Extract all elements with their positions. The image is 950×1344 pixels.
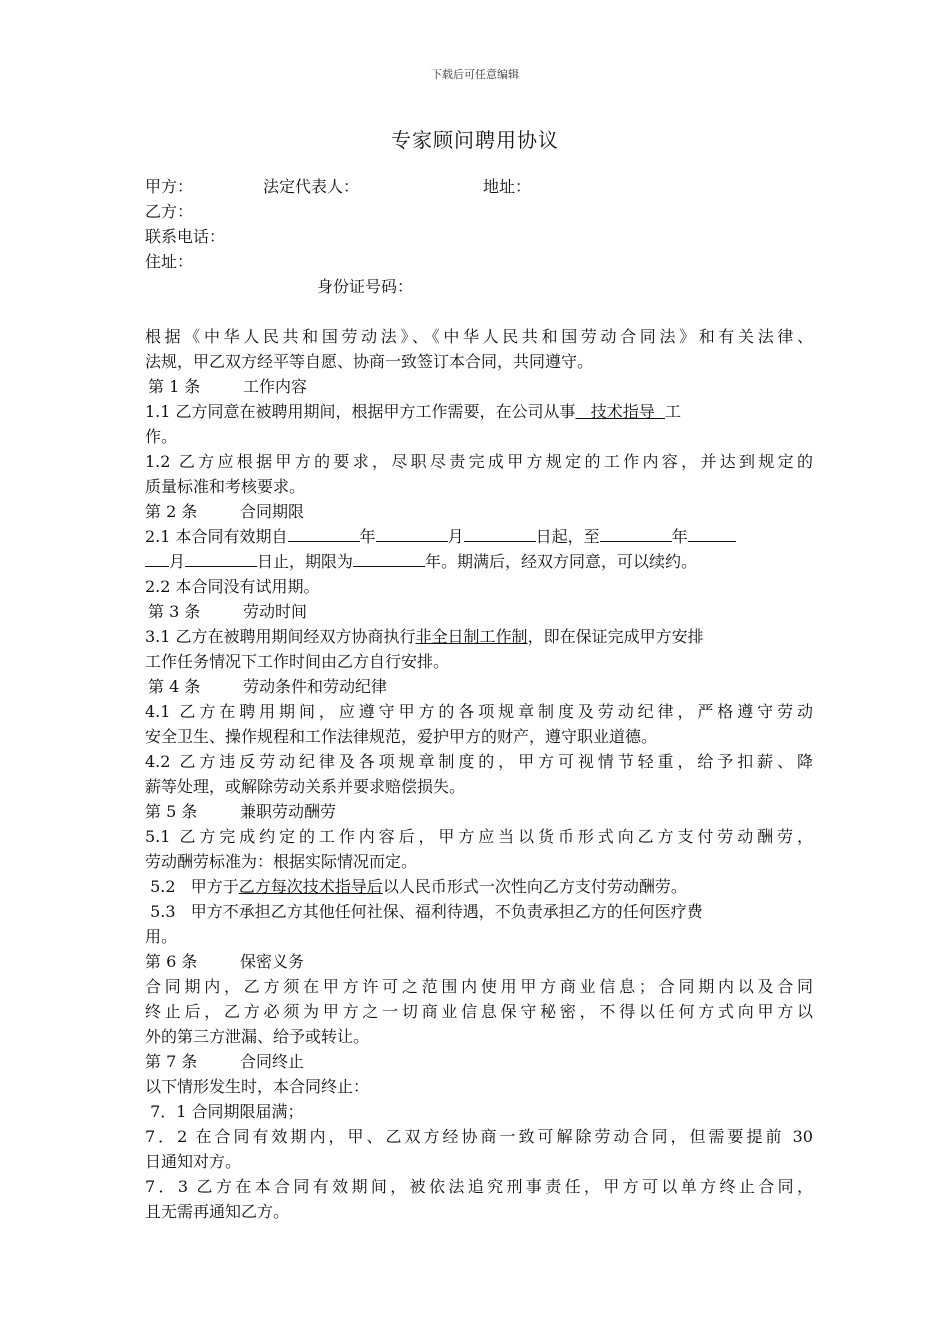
- end-year-label: 年: [671, 527, 688, 546]
- article-4-number: 第 4 条: [148, 677, 201, 696]
- clause-4-1-line-2: 安全卫生、操作规程和工作法律规范，爱护甲方的财产，遵守职业道德。: [145, 727, 658, 746]
- clause-7-2-line-2: 日通知对方。: [145, 1152, 242, 1171]
- article-7-title: 合同终止: [240, 1052, 305, 1071]
- document-body: [145, 174, 813, 1224]
- intro-line-2: 法规，甲乙双方经平等自愿、协商一致签订本合同，共同遵守。: [145, 352, 594, 371]
- article-2-title: 合同期限: [240, 502, 305, 521]
- clause-1-1-tail: 工: [664, 402, 681, 421]
- term-blank: [353, 549, 425, 567]
- document-title: 专家顾问聘用协议: [391, 128, 559, 152]
- article-6-line-2: 终止后，乙方必须为甲方之一切商业信息保守秘密，不得以任何方式向甲方以: [145, 1002, 813, 1021]
- clause-3-1-underlined: 非全日制工作制: [415, 627, 528, 646]
- party-b-label: 乙方：: [145, 202, 194, 221]
- clause-7-2-line-1: 7．2 在合同有效期内，甲、乙双方经协商一致可解除劳动合同，但需要提前 30: [145, 1127, 813, 1146]
- article-3-number: 第 3 条: [148, 602, 201, 621]
- clause-5-2: [145, 874, 813, 899]
- article-5-number: 第 5 条: [145, 802, 198, 821]
- year-label: 年: [359, 527, 376, 546]
- legal-rep-label: 法定代表人：: [263, 177, 360, 196]
- article-1-title: 工作内容: [243, 377, 308, 396]
- clause-2-1-line-1: [145, 524, 813, 549]
- day-to-label: 日止，期限为: [257, 552, 354, 571]
- clause-7-1: 7．1 合同期限届满；: [145, 1102, 304, 1121]
- end-day-blank: [185, 549, 257, 567]
- party-a-label: 甲方：: [145, 177, 194, 196]
- clause-3-1-cont: 工作任务情况下工作时间由乙方自行安排。: [145, 652, 450, 671]
- clause-5-2-tail: 以人民币形式一次性向乙方支付劳动酬劳。: [382, 877, 687, 896]
- clause-7-3-line-2: 且无需再通知乙方。: [145, 1202, 290, 1221]
- clause-2-2: 2.2 本合同没有试用期。: [145, 577, 320, 596]
- day-from-label: 日起，至: [535, 527, 600, 546]
- article-6-title: 保密义务: [240, 952, 305, 971]
- article-1-number: 第 1 条: [148, 377, 201, 396]
- day-blank: [464, 524, 536, 542]
- article-7-lead: 以下情形发生时，本合同终止：: [145, 1077, 370, 1096]
- article-3-title: 劳动时间: [243, 602, 308, 621]
- phone-label: 联系电话：: [145, 227, 226, 246]
- parties-row: [145, 174, 813, 199]
- end-month-blank-b: [145, 549, 169, 567]
- article-6-line-3: 外的第三方泄漏、给予或转让。: [145, 1027, 370, 1046]
- address-a-label: 地址：: [483, 177, 532, 196]
- residence-label: 住址：: [145, 252, 194, 271]
- article-1-heading: [145, 374, 813, 399]
- clause-1-1-underlined: 技术指导: [575, 402, 665, 421]
- clause-1-1: [145, 399, 813, 424]
- month-blank: [376, 524, 448, 542]
- end-year-blank: [600, 524, 672, 542]
- clause-5-3-line-2: 用。: [145, 927, 178, 946]
- header-note: 下载后可任意编辑: [431, 68, 519, 81]
- clause-1-2-line-2: 质量标准和考核要求。: [145, 477, 306, 496]
- clause-1-1-cont: 作。: [145, 427, 178, 446]
- year-blank: [288, 524, 360, 542]
- clause-5-2-text: 5.2 甲方于: [145, 877, 239, 896]
- article-5-title: 兼职劳动酬劳: [240, 802, 337, 821]
- article-2-number: 第 2 条: [145, 502, 198, 521]
- clause-5-1-line-2: 劳动酬劳标准为：根据实际情况而定。: [145, 852, 418, 871]
- clause-3-1-text: 3.1 乙方在被聘用期间经双方协商执行: [145, 627, 416, 646]
- clause-3-1: [145, 624, 813, 649]
- month-label: 月: [447, 527, 464, 546]
- id-number-label: 身份证号码：: [317, 277, 414, 296]
- clause-2-1-text: 2.1 本合同有效期自: [145, 527, 288, 546]
- clause-5-2-underlined: 乙方每次技术指导后: [238, 877, 383, 896]
- clause-4-2-line-1: 4.2 乙方违反劳动纪律及各项规章制度的，甲方可视情节轻重，给予扣薪、降: [145, 752, 813, 771]
- clause-3-1-tail: ，即在保证完成甲方安排: [527, 627, 704, 646]
- clause-1-1-text: 1.1 乙方同意在被聘用期间，根据甲方工作需要，在公司从事: [145, 402, 576, 421]
- article-3-heading: [145, 599, 813, 624]
- clause-1-2-line-1: 1.2 乙方应根据甲方的要求，尽职尽责完成甲方规定的工作内容，并达到规定的: [145, 452, 813, 471]
- clause-7-3-line-1: 7．3 乙方在本合同有效期间，被依法追究刑事责任，甲方可以单方终止合同，: [145, 1177, 813, 1196]
- end-month-blank-a: [688, 524, 736, 542]
- article-4-title: 劳动条件和劳动纪律: [243, 677, 388, 696]
- clause-4-2-line-2: 薪等处理，或解除劳动关系并要求赔偿损失。: [145, 777, 466, 796]
- article-6-number: 第 6 条: [145, 952, 198, 971]
- clause-2-1-line-2: [145, 549, 813, 574]
- article-6-heading: [145, 949, 813, 974]
- article-4-heading: [145, 674, 813, 699]
- article-7-number: 第 7 条: [145, 1052, 198, 1071]
- intro-line-1: 根据《中华人民共和国劳动法》、《中华人民共和国劳动合同法》和有关法律、: [145, 327, 813, 346]
- article-7-heading: [145, 1049, 813, 1074]
- end-month-label: 月: [169, 552, 186, 571]
- clause-2-1-tail: 年。期满后，经双方同意，可以续约。: [425, 552, 698, 571]
- clause-5-3-line-1: 5.3 甲方不承担乙方其他任何社保、福利待遇，不负责承担乙方的任何医疗费: [145, 902, 703, 921]
- article-2-heading: [145, 499, 813, 524]
- clause-5-1-line-1: 5.1 乙方完成约定的工作内容后，甲方应当以货币形式向乙方支付劳动酬劳，: [145, 827, 813, 846]
- article-6-line-1: 合同期内，乙方须在甲方许可之范围内使用甲方商业信息；合同期内以及合同: [145, 977, 813, 996]
- article-5-heading: [145, 799, 813, 824]
- clause-4-1-line-1: 4.1 乙方在聘用期间，应遵守甲方的各项规章制度及劳动纪律，严格遵守劳动: [145, 702, 813, 721]
